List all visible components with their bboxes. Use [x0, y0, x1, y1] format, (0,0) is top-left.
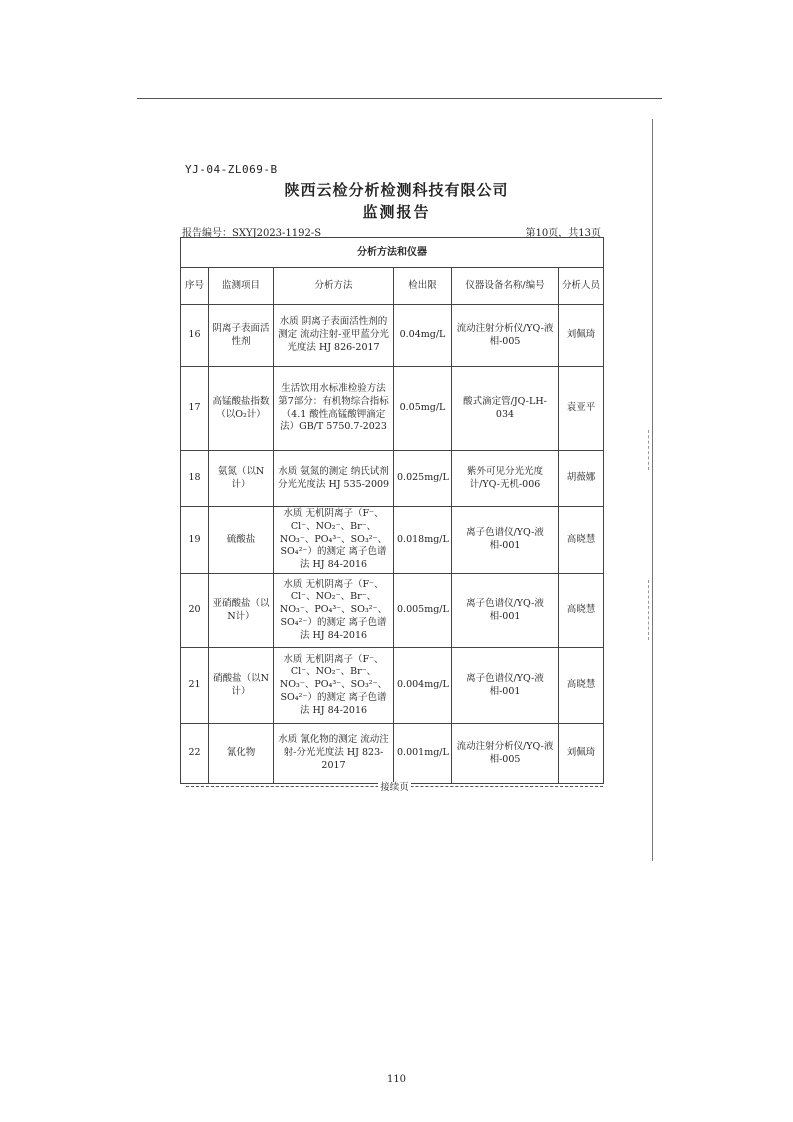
- instrument: 离子色谱仪/YQ-液相-001: [452, 648, 559, 724]
- methods-table: [180, 237, 604, 784]
- analyst: 刘佩琦: [559, 305, 604, 367]
- analysis-method: 水质 氰化物的测定 流动注射-分光光度法 HJ 823-2017: [274, 724, 394, 784]
- column-header: 分析人员: [559, 268, 604, 305]
- analyst: 胡薇娜: [559, 451, 604, 507]
- column-header: 分析方法: [274, 268, 394, 305]
- report-title: 监测报告: [362, 203, 431, 221]
- analysis-method: 水质 无机阴离子（F⁻、Cl⁻、NO₂⁻、Br⁻、NO₃⁻、PO₄³⁻、SO₃²⁻、SO₄²⁻）的测定 离子色谱法 HJ 84-2016: [274, 574, 394, 648]
- detection-limit: 0.004mg/L: [394, 648, 452, 724]
- instrument: 流动注射分析仪/YQ-液相-005: [452, 305, 559, 367]
- continued-label: 接续页: [380, 782, 409, 793]
- analyst: 刘佩琦: [559, 724, 604, 784]
- row-number: 17: [181, 367, 209, 451]
- column-header: 监测项目: [209, 268, 274, 305]
- scan-edge-mark: [648, 580, 649, 640]
- detection-limit: 0.025mg/L: [394, 451, 452, 507]
- table-header-row: [181, 268, 604, 305]
- table-row: [181, 305, 604, 367]
- monitoring-item: 硫酸盐: [209, 507, 274, 574]
- header-rule: [137, 98, 662, 99]
- column-header: 仪器设备名称/编号: [452, 268, 559, 305]
- analysis-method: 生活饮用水标准检验方法 第7部分：有机物综合指标（4.1 酸性高锰酸钾滴定法）GB/T 5750.7-2023: [274, 367, 394, 451]
- analyst: 高晓慧: [559, 574, 604, 648]
- report-number: 报告编号：SXYJ2023-1192-S: [182, 228, 322, 239]
- table-row: [181, 724, 604, 784]
- table-row: [181, 451, 604, 507]
- table-row: [181, 507, 604, 574]
- page-number: 110: [386, 1074, 407, 1085]
- row-number: 20: [181, 574, 209, 648]
- row-number: 16: [181, 305, 209, 367]
- instrument: 离子色谱仪/YQ-液相-001: [452, 507, 559, 574]
- column-header: 序号: [181, 268, 209, 305]
- right-margin-rule: [652, 119, 653, 861]
- analyst: 袁亚平: [559, 367, 604, 451]
- continued-marker: [186, 780, 603, 792]
- row-number: 21: [181, 648, 209, 724]
- analysis-method: 水质 无机阴离子（F⁻、Cl⁻、NO₂⁻、Br⁻、NO₃⁻、PO₄³⁻、SO₃²⁻、SO₄²⁻）的测定 离子色谱法 HJ 84-2016: [274, 507, 394, 574]
- monitoring-item: 氰化物: [209, 724, 274, 784]
- page-info: 第10页，共13页: [525, 228, 601, 239]
- detection-limit: 0.005mg/L: [394, 574, 452, 648]
- analysis-method: 水质 氨氮的测定 纳氏试剂分光光度法 HJ 535-2009: [274, 451, 394, 507]
- detection-limit: 0.018mg/L: [394, 507, 452, 574]
- monitoring-item: 阴离子表面活性剂: [209, 305, 274, 367]
- instrument: 紫外可见分光光度计/YQ-无机-006: [452, 451, 559, 507]
- detection-limit: 0.04mg/L: [394, 305, 452, 367]
- column-header: 检出限: [394, 268, 452, 305]
- scan-edge-mark: [648, 430, 649, 470]
- table-row: [181, 574, 604, 648]
- document-code: YJ-04-ZL069-B: [185, 163, 278, 176]
- monitoring-item: 亚硝酸盐（以N计）: [209, 574, 274, 648]
- table-section-title: 分析方法和仪器: [181, 238, 604, 268]
- row-number: 18: [181, 451, 209, 507]
- monitoring-item: 氨氮（以N计）: [209, 451, 274, 507]
- table-row: [181, 367, 604, 451]
- instrument: 流动注射分析仪/YQ-液相-005: [452, 724, 559, 784]
- detection-limit: 0.05mg/L: [394, 367, 452, 451]
- analyst: 高晓慧: [559, 507, 604, 574]
- analysis-method: 水质 阴离子表面活性剂的测定 流动注射-亚甲蓝分光光度法 HJ 826-2017: [274, 305, 394, 367]
- table-row: [181, 648, 604, 724]
- monitoring-item: 硝酸盐（以N计）: [209, 648, 274, 724]
- analysis-method: 水质 无机阴离子（F⁻、Cl⁻、NO₂⁻、Br⁻、NO₃⁻、PO₄³⁻、SO₃²⁻、SO₄²⁻）的测定 离子色谱法 HJ 84-2016: [274, 648, 394, 724]
- detection-limit: 0.001mg/L: [394, 724, 452, 784]
- row-number: 19: [181, 507, 209, 574]
- company-name: 陕西云检分析检测科技有限公司: [284, 181, 509, 199]
- row-number: 22: [181, 724, 209, 784]
- instrument: 酸式滴定管/JQ-LH-034: [452, 367, 559, 451]
- analyst: 高晓慧: [559, 648, 604, 724]
- instrument: 离子色谱仪/YQ-液相-001: [452, 574, 559, 648]
- monitoring-item: 高锰酸盐指数（以O₂计）: [209, 367, 274, 451]
